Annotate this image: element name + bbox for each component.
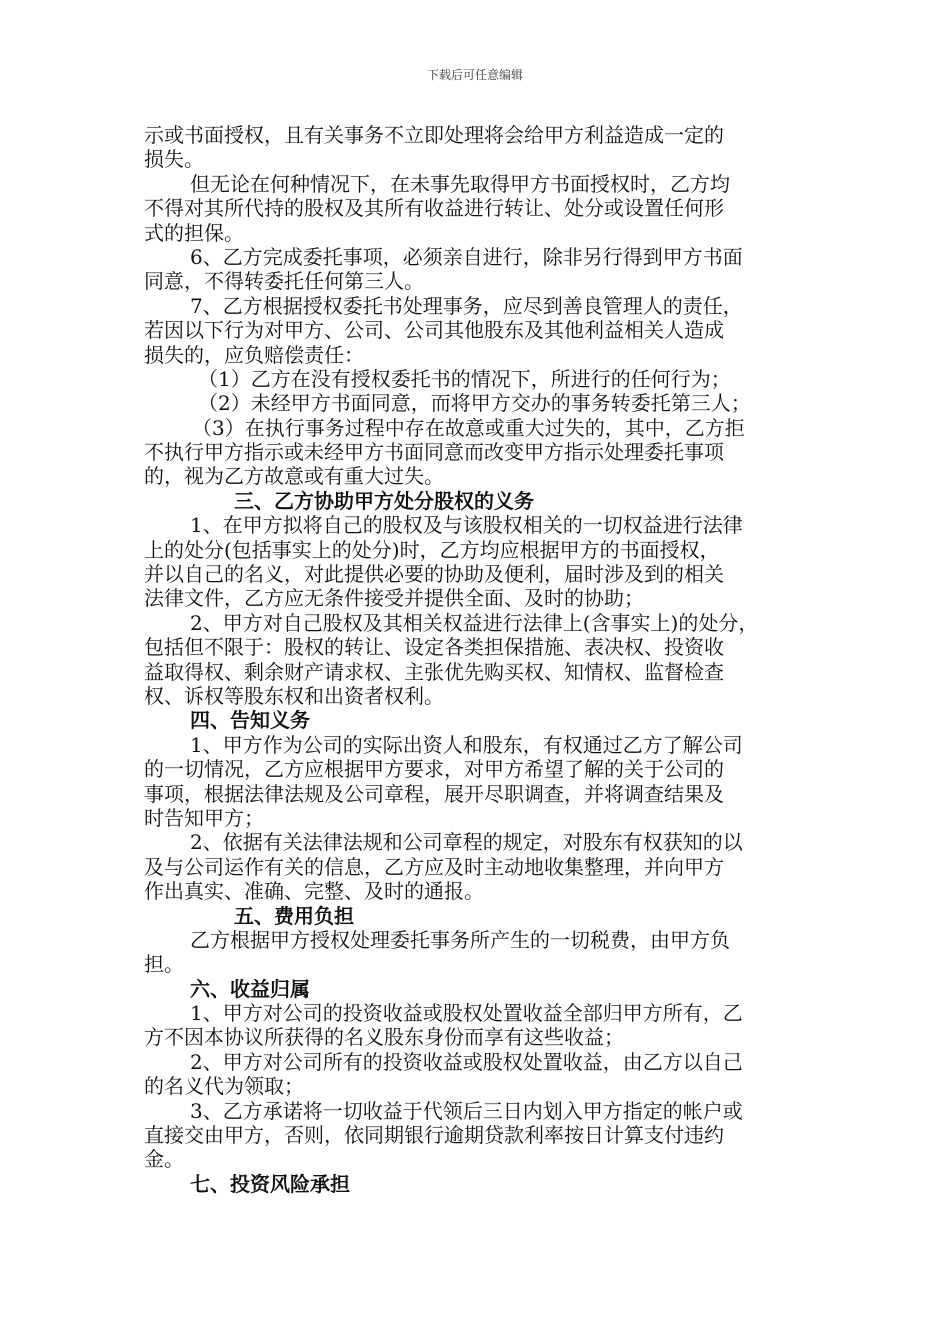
text-line: 法律文件，乙方应无条件接受并提供全面、及时的协助； — [144, 586, 644, 611]
text-line: 益取得权、剩余财产请求权、主张优先购买权、知情权、监督检查 — [144, 659, 724, 684]
text-line: 上的处分(包括事实上的处分)时，乙方均应根据甲方的书面授权， — [144, 537, 720, 562]
text-line: 方不因本协议所获得的名义股东身份而享有这些收益； — [144, 1025, 624, 1050]
text-line: 6、乙方完成委托事项，必须亲自进行，除非另行得到甲方书面 — [190, 244, 743, 269]
text-line: 1、甲方对公司的投资收益或股权处置收益全部归甲方所有，乙 — [190, 1001, 743, 1026]
text-line: 包括但不限于：股权的转让、设定各类担保措施、表决权、投资收 — [144, 635, 724, 660]
text-line: 1、甲方作为公司的实际出资人和股东，有权通过乙方了解公司 — [190, 732, 743, 757]
text-line: 示或书面授权，且有关事务不立即处理将会给甲方利益造成一定的 — [144, 123, 724, 147]
text-line: （3）在执行事务过程中存在故意或重大过失的，其中，乙方拒 — [192, 415, 745, 440]
text-line: 7、乙方根据授权委托书处理事务，应尽到善良管理人的责任， — [190, 293, 743, 318]
text-line: 3、乙方承诺将一切收益于代领后三日内划入甲方指定的帐户或 — [190, 1098, 743, 1123]
document-body — [144, 123, 824, 1196]
text-line: 不得对其所代持的股权及其所有收益进行转让、处分或设置任何形 — [144, 196, 724, 221]
text-line: 2、甲方对自己股权及其相关权益进行法律上(含事实上)的处分， — [190, 610, 759, 635]
section-heading: 四、告知义务 — [190, 708, 310, 733]
section-heading: 三、乙方协助甲方处分股权的义务 — [234, 488, 534, 513]
text-line: 不执行甲方指示或未经甲方书面同意而改变甲方指示处理委托事项 — [144, 440, 724, 465]
section-heading: 七、投资风险承担 — [190, 1171, 350, 1196]
text-line: 1、在甲方拟将自己的股权及与该股权相关的一切权益进行法律 — [190, 513, 743, 538]
text-line: 权、诉权等股东权和出资者权利。 — [144, 683, 444, 708]
text-line: 的名义代为领取； — [144, 1074, 304, 1099]
text-line: （2）未经甲方书面同意，而将甲方交办的事务转委托第三人； — [198, 391, 751, 416]
text-line: 并以自己的名义，对此提供必要的协助及便利，届时涉及到的相关 — [144, 562, 724, 587]
text-line: 直接交由甲方，否则，依同期银行逾期贷款利率按日计算支付违约 — [144, 1123, 724, 1148]
section-heading: 五、费用负担 — [234, 903, 354, 928]
section-heading: 六、收益归属 — [190, 976, 310, 1001]
text-line: 作出真实、准确、完整、及时的通报。 — [144, 879, 484, 904]
text-line: （1）乙方在没有授权委托书的情况下，所进行的任何行为； — [198, 366, 731, 391]
text-line: 2、甲方对公司所有的投资收益或股权处置收益，由乙方以自己 — [190, 1049, 743, 1074]
text-line: 但无论在何种情况下，在未事先取得甲方书面授权时，乙方均 — [190, 171, 730, 196]
text-line: 损失。 — [144, 147, 204, 172]
text-line: 若因以下行为对甲方、公司、公司其他股东及其他利益相关人造成 — [144, 318, 724, 343]
text-line: 时告知甲方； — [144, 805, 264, 830]
text-line: 金。 — [144, 1147, 184, 1172]
text-line: 同意，不得转委托任何第三人。 — [144, 269, 424, 294]
text-line: 事项，根据法律法规及公司章程，展开尽职调查，并将调查结果及 — [144, 781, 724, 806]
header-note: 下载后可任意编辑 — [426, 68, 523, 82]
text-line: 的，视为乙方故意或有重大过失。 — [144, 464, 444, 489]
text-line: 乙方根据甲方授权处理委托事务所产生的一切税费，由甲方负 — [190, 927, 730, 952]
text-line: 式的担保。 — [144, 220, 244, 245]
text-line: 的一切情况，乙方应根据甲方要求，对甲方希望了解的关于公司的 — [144, 757, 724, 782]
text-line: 2、依据有关法律法规和公司章程的规定，对股东有权获知的以 — [190, 830, 743, 855]
text-line: 担。 — [144, 952, 184, 977]
text-line: 及与公司运作有关的信息，乙方应及时主动地收集整理，并向甲方 — [144, 854, 724, 879]
text-line: 损失的，应负赔偿责任： — [144, 342, 364, 367]
